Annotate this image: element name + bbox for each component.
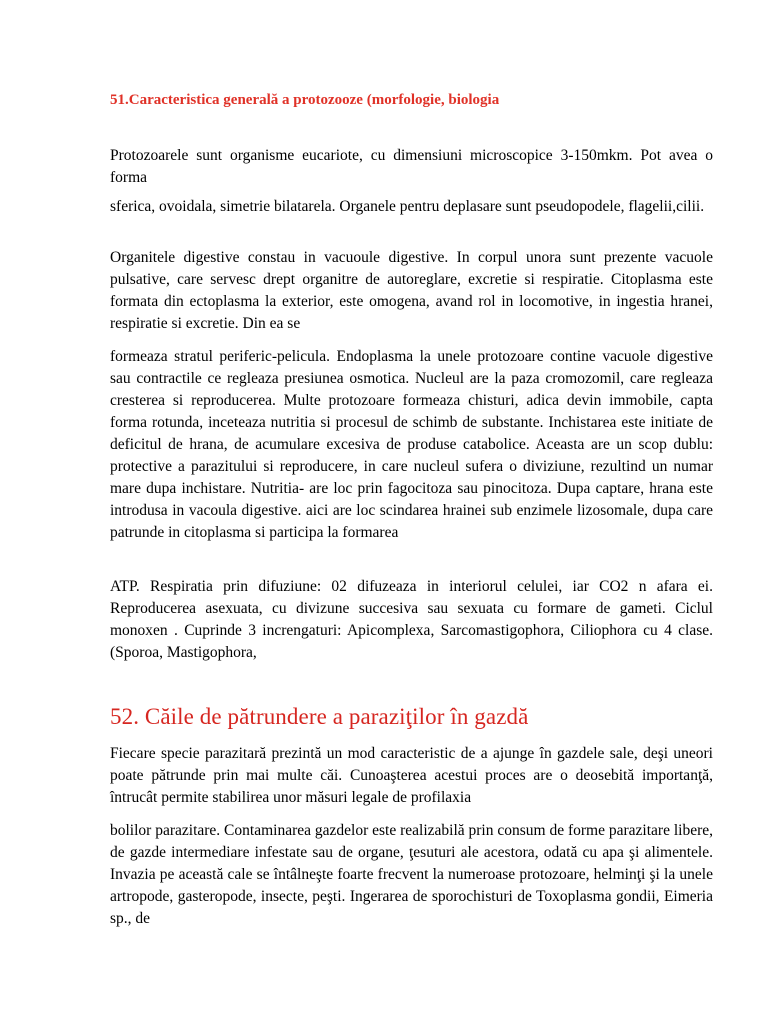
section-52-paragraph-2: bolilor parazitare. Contaminarea gazdelor este realizabilă prin consum de forme parazitare libere, de gazde intermediare infestate sau de organe, ţesuturi ale acestora, odată cu apa şi alimentele. Invazia pe această cale se întâlneşte foarte frecvent la numeroase protozoare, helminţi şi la unele artropode, gasteropode, insecte, peşti. Ingerarea de sporochisturi de Toxoplasma gondii, Eimeria sp., de — [110, 822, 713, 927]
section-51-title: 51.Caracteristica generală a protozooze (morfologie, biologia — [110, 92, 500, 108]
section-51-paragraph-2: sferica, ovoidala, simetrie bilatarela. Organele pentru deplasare sunt pseudopodele, flagelii,cilii. — [110, 198, 705, 215]
section-51-paragraph-4: formeaza stratul periferic-pelicula. Endoplasma la unele protozoare contine vacuole digestive sau contractile ce regleaza presiunea osmotica. Nucleul are la paza cromozomil, care regleaza cresterea si reproducerea. Multe protozoare formeaza chisturi, adica devin immobile, capta forma rotunda, inceteaza nutritia si procesul de schimb de substante. Inchistarea este initiate de deficitul de hrana, de acumulare excesiva de produse catabolice. Aceasta are un scop dublu: protective a parazitului si reproducere, in care nucleul sufera o diviziune, rezultind un numar mare dupa inchistare. Nutritia- are loc prin fagocitoza sau pinocitoza. Dupa captare, hrana este introdusa in vacoula digestive. aici are loc scindarea hrainei sub enzimele lizosomale, dupa care patrunde in citoplasma si participa la formarea — [110, 348, 713, 541]
section-51-paragraph-1: Protozoarele sunt organisme eucariote, cu dimensiuni microscopice 3-150mkm. Pot avea o forma — [110, 147, 713, 186]
section-51-paragraph-3: Organitele digestive constau in vacuoule digestive. In corpul unora sunt prezente vacuole pulsative, care servesc drept organitre de autoreglare, excretie si respiratie. Citoplasma este formata din ectoplasma la exterior, este omogena, avand rol in locomotive, in ingestia hranei, respiratie si excretie. Din ea se — [110, 249, 713, 332]
section-52-paragraph-1: Fiecare specie parazitară prezintă un mod caracteristic de a ajunge în gazdele sale, deşi uneori poate pătrunde prin mai multe căi. Cunoaşterea acestui proces are o deosebită importanţă, întrucât permite stabilirea unor măsuri legale de profilaxia — [110, 745, 713, 806]
section-51-paragraph-5: ATP. Respiratia prin difuziune: 02 difuzeaza in interiorul celulei, iar CO2 n afara ei. Reproducerea asexuata, cu divizune succesiva sau sexuata cu formare de gameti. Ciclul monoxen . Cuprinde 3 increngaturi: Apicomplexa, Sarcomastigophora, Ciliophora cu 4 clase.(Sporoa, Mastigophora, — [110, 578, 713, 661]
section-52-title: 52. Căile de pătrundere a paraziţilor în gazdă — [110, 704, 529, 729]
